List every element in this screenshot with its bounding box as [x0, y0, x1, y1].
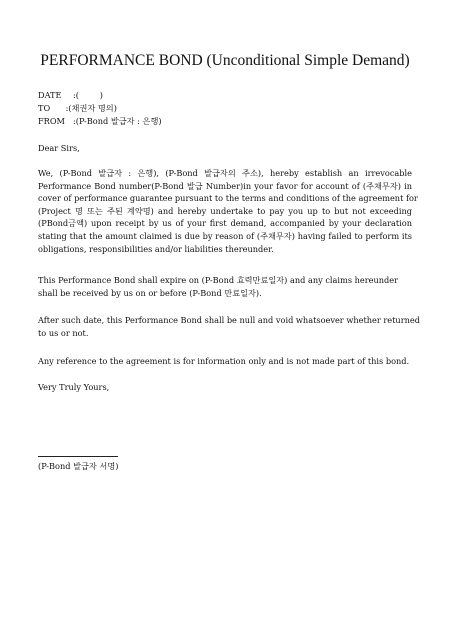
paragraph-line: obligations, responsibilities and/or liabilities thereunder. — [38, 243, 274, 254]
signature-line — [38, 456, 118, 457]
date-line — [38, 89, 162, 102]
paragraph-line: shall be received by us on or before (P-Bond 만료일자). — [38, 287, 262, 298]
paragraph-line: (PBond금액) upon receipt by us of your first demand, accompanied by your declaration — [38, 218, 412, 229]
signature-label: (P-Bond 발급자 서명) — [38, 461, 119, 471]
from-value: :(P-Bond 발급자 : 은행) — [73, 116, 162, 126]
closing: Very Truly Yours, — [38, 382, 110, 392]
to-line — [38, 102, 162, 115]
salutation: Dear Sirs, — [38, 143, 80, 153]
paragraph-line: Any reference to the agreement is for information only and is not made part of this bond. — [38, 356, 410, 366]
paragraph-line: After such date, this Performance Bond shall be null and void whatsoever whether returned — [38, 315, 420, 325]
paragraph-expiry — [38, 274, 412, 299]
document-title: PERFORMANCE BOND (Unconditional Simple Demand) — [40, 52, 410, 69]
date-label: DATE — [38, 90, 62, 100]
paragraph-line: stating that the amount claimed is due by reason of (주채무자) having failed to perform its — [38, 230, 412, 241]
date-value: :( ) — [73, 90, 103, 100]
from-label: FROM — [38, 116, 65, 126]
paragraph-line: to us or not. — [38, 327, 89, 338]
to-value: :(채권자 명의) — [63, 103, 117, 113]
paragraph-line: This Performance Bond shall expire on (P-Bond 효력만료일자) and any claims hereunder — [38, 275, 399, 285]
paragraph-line: Performance Bond number(P-Bond 발급 Number)in your favor for account of (주채무자) in — [38, 180, 412, 191]
paragraph-line: (Project 명 또는 주된 계약명) and hereby undertake to pay you up to but not exceeding — [38, 205, 412, 216]
paragraph-null-void — [38, 314, 420, 339]
from-line — [38, 115, 162, 128]
header-block — [38, 89, 162, 128]
paragraph-bond-terms — [38, 167, 418, 255]
paragraph-line: We, (P-Bond 발급자 : 은행), (P-Bond 발급자의 주소), hereby establish an irrevocable — [38, 168, 412, 178]
paragraph-line: cover of performance guarantee pursuant to the terms and conditions of the agreement for — [38, 193, 418, 204]
paragraph-reference — [38, 355, 412, 368]
to-label: TO — [38, 103, 51, 113]
